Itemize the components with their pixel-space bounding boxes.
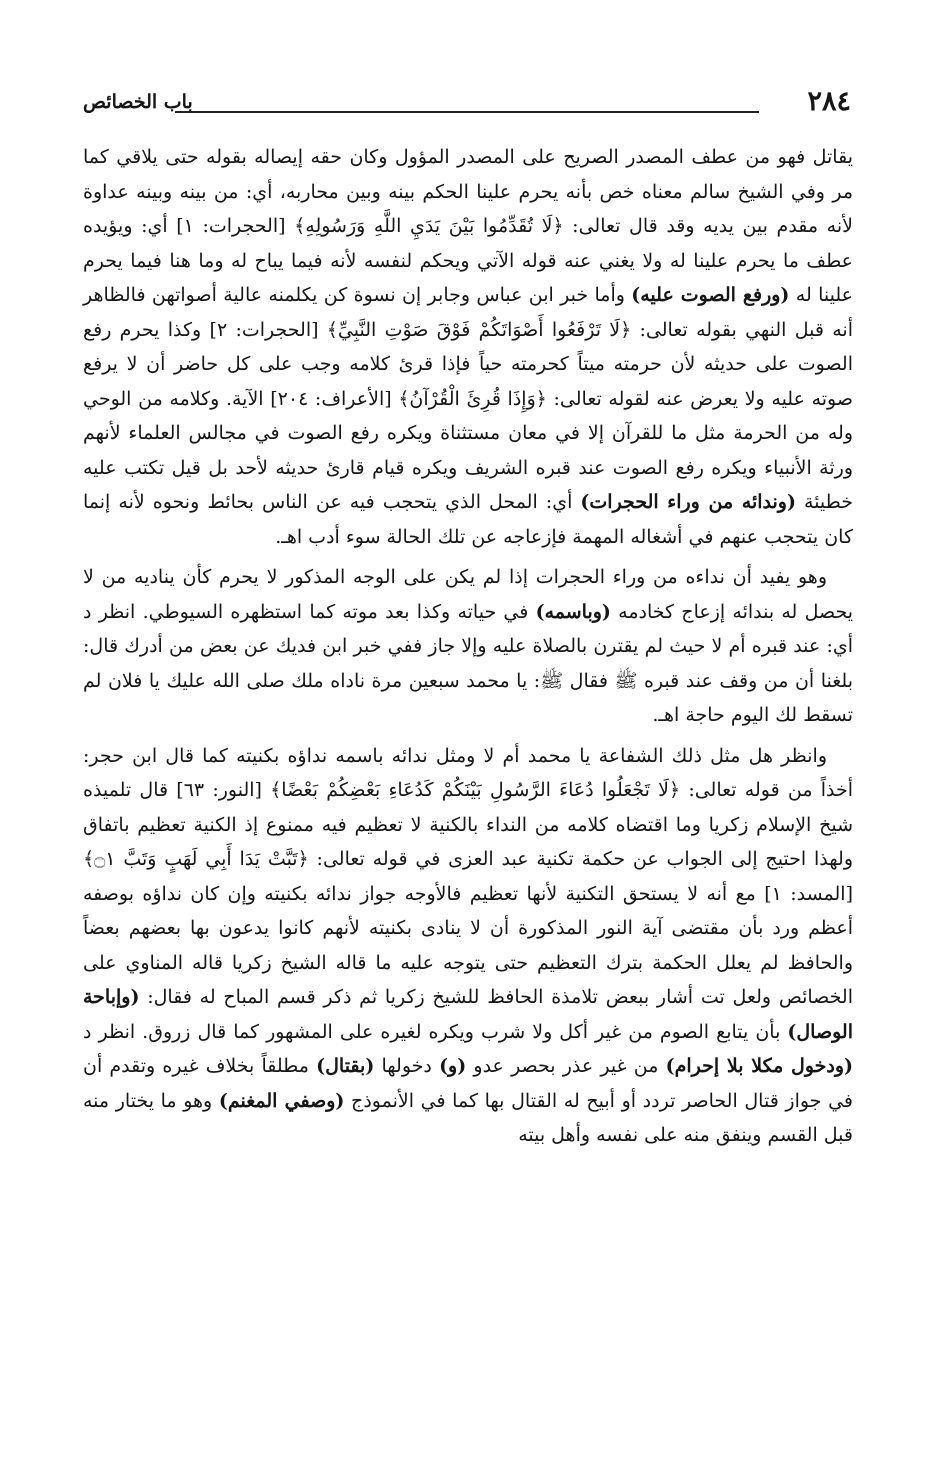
bold-phrase: (وصفي المغنم) <box>218 1089 345 1112</box>
page-number: ٢٨٤ <box>807 86 851 117</box>
paragraph <box>83 140 853 554</box>
bold-phrase: (وباسمه) <box>535 600 611 623</box>
paragraph <box>83 739 853 1153</box>
text-run: مطلقاً بخلاف غيره وتقدم أن في جواز قتال الحاصر تردد أو أبيح له القتال بها كما في الأنموذج <box>83 1055 853 1112</box>
text-run: في حياته وكذا بعد موته كما استظهره السيوطي. انظر د أي: عند قبره أم لا حيث لم يقترن بالصلاة عليه وإلا جاز ففي خبر ابن فديك عن بعض من أدرك قال: بلغنا أن من وقف عند قبره ﷺ فقال ﷺ: يا محمد سبعين مرة ناداه ملك صلى الله عليك يا فلان لم تسقط لك اليوم حاجة اهـ. <box>83 600 853 726</box>
text-run: بأن يتابع الصوم من غير أكل ولا شرب ويكره لغيره على المشهور كما قال زروق. انظر د <box>83 1020 788 1043</box>
body-text <box>83 140 853 1159</box>
bold-phrase: (ورفع الصوت عليه) <box>631 284 790 306</box>
text-run: وهو يفيد أن نداءه من وراء الحجرات إذا لم يكن على الوجه المذكور لا يحرم كأن يناديه من لا يحصل له بندائه إزعاج كخادمه <box>83 566 853 623</box>
header-rule <box>175 111 759 113</box>
text-run: وهو ما يختار منه قبل القسم وينفق منه على نفسه وأهل بيته <box>83 1089 853 1146</box>
page-header <box>83 82 851 126</box>
running-title: باب الخصائص <box>83 91 193 113</box>
bold-phrase: (و) <box>439 1055 467 1077</box>
text-run: وأما خبر ابن عباس وجابر إن نسوة كن يكلمنه عالية أصواتهن فالظاهر أنه قبل النهي بقوله تعالى: ﴿لَا تَرْفَعُوا أَصْوَاتَكُمْ فَوْقَ صَوْتِ النَّبِيِّ﴾ [الحجرات: ٢] وكذا يحرم رفع الصوت على حديثه لأن حرمته ميتاً كحرمته حياً فإذا قرئ كلامه وجب على كل حاضر أن لا يرفع صوته عليه ولا يعرض عنه لقوله تعالى: ﴿وَإِذَا قُرِئَ الْقُرْآنُ﴾ [الأعراف: ٢٠٤] الآية. وكلامه من الوحي وله من الحرمة مثل ما للقرآن إلا في معان مستثناة ويكره رفع الصوت في مجالس العلماء لأنهم ورثة الأنبياء ويكره رفع الصوت عند قبره الشريف ويكره قيام قارئ حديثه لأحد بل قيل تكتب عليه خطيئة <box>83 284 853 513</box>
bold-phrase: (وإباحة الوصال) <box>83 986 853 1043</box>
text-run: دخولها <box>374 1055 440 1077</box>
text-run: أي: المحل الذي يتحجب فيه عن الناس بحائط ونحوه لأنه إنما كان يتحجب عنهم في أشغاله المهمة فإزعاجه عن تلك الحالة سوء أدب اهـ. <box>83 491 853 548</box>
text-run: يقاتل فهو من عطف المصدر الصريح على المصدر المؤول وكان حقه إيصاله بقوله حتى يلاقي كما مر وفي الشيخ سالم معناه خص بأنه يحرم علينا الحكم بينه وبين محاربه، أي: من بينه وبينه عداوة لأنه مقدم بين يديه وقد قال تعالى: ﴿لَا تُقَدِّمُوا بَيْنَ يَدَيِ اللَّهِ وَرَسُولِهِ﴾ [الحجرات: ١] أي: ويؤيده عطف ما يحرم علينا له ولا يغني عنه قوله الآتي ويحكم لنفسه لأنه فيما يباح له وما هنا فيما يحرم علينا له <box>83 146 853 306</box>
bold-phrase: (وندائه من وراء الحجرات) <box>580 491 796 513</box>
bold-phrase: (ودخول مكلا بلا إحرام) <box>665 1055 854 1077</box>
text-run: من غير عذر بحصر عدو <box>466 1055 666 1077</box>
text-run: وانظر هل مثل ذلك الشفاعة يا محمد أم لا ومثل ندائه باسمه نداؤه بكنيته كما قال ابن حجر: أخذاً من قوله تعالى: ﴿لَا تَجْعَلُوا دُعَاءَ الرَّسُولِ بَيْنَكُمْ كَدُعَاءِ بَعْضِكُمْ بَعْضًا﴾ [النور: ٦٣] قال تلميذه شيخ الإسلام زكريا وما اقتضاه كلامه من النداء بالكنية لا تعظيم فيه ممنوع إذ الكنية تعظيم باتفاق ولهذا احتيج إلى الجواب عن حكمة تكنية عبد العزى في قوله تعالى: ﴿تَبَّتْ يَدَا أَبِي لَهَبٍ وَتَبَّ ۝١﴾ [المسد: ١] مع أنه لا يستحق التكنية لأنها تعظيم فالأوجه جواز ندائه بكنيته وإن كان نداؤه بوصفه أعظم ورد بأن مقتضى آية النور المذكورة أن لا ينادى بكنيته لأنهم كانوا يدعون بها بعضهم بعضاً والحافظ لم يعلل الحكمة بترك التعظيم حتى يتوجه عليه ما قاله الشيخ زكريا قاله المناوي على الخصائص ولعل تت أشار ببعض تلامذة الحافظ للشيخ زكريا ثم ذكر قسم المباح له فقال: <box>83 744 853 1008</box>
paragraph <box>83 560 853 733</box>
bold-phrase: (بقتال) <box>316 1055 375 1077</box>
